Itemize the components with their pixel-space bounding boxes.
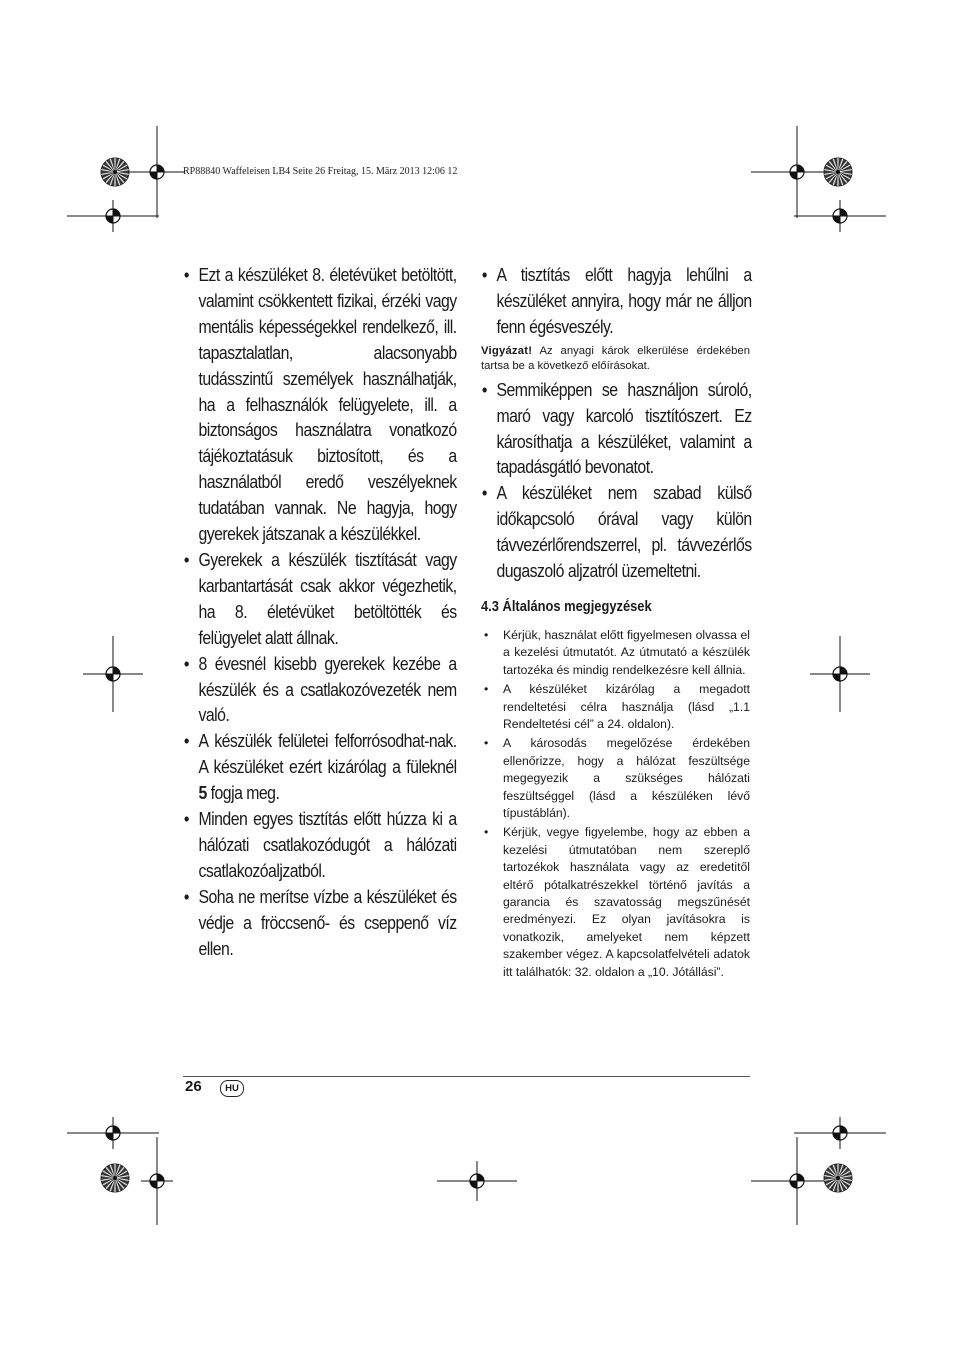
general-notes-list [481,627,750,981]
list-item: • A készüléket nem szabad külső időkapcsoló órával vagy külön távvezérlőrendszerrel, pl. távvezérlős dugaszoló aljzatról üzemeltetni. [481,480,752,584]
list-item [183,728,457,806]
list-item-text: A készülék felületei felforrósodhat-nak. A készüléket ezért kizárólag a füleknél [198,730,457,778]
list-item: • A tisztítás előtt hagyja lehűlni a készüléket annyira, hogy már ne álljon fenn égésveszély. [481,262,752,340]
registration-crosshair-icon [437,1161,517,1201]
registration-crosshair-icon [141,1137,173,1225]
handle-reference-number: 5 [198,782,207,804]
list-item: • Minden egyes tisztítás előtt húzza ki a hálózati csatlakozódugót a hálózati csatlakozóaljzatból. [183,806,457,884]
list-item: • Kérjük, vegye figyelembe, hogy az ebben a kezelési útmutatóban nem szereplő tartozékok használata vagy az eredetitől eltérő pótalkatrészekkel történő javítás a garancia és szavatosság megszűnését eredményezi. Ez olyan javításokra is vonatkozik, amelyeket nem képzett szakember végez. A kapcsolatfelvételi adatok itt találhatók: 32. oldalon a „10. Jótállási”. [481,824,750,981]
list-item: • Ezt a készüléket 8. életévüket betöltött, valamint csökkentett fizikai, érzéki vagy mentális képességekkel rendelkező, ill. tapasztalatlan, alacsonyabb tudásszintű személyek használhatják, ha a felhasználók felügyelete, ill. a biztonságos használatra vonatkozó tájékoztatásuk biztosított, és a használatból eredő veszélyeknek tudatában vannak. Ne hagyja, hogy gyerekek játszanak a készülékkel. [183,262,457,547]
footer-rule [183,1076,750,1077]
registration-starburst-icon [823,157,853,187]
right-column [481,262,750,983]
registration-starburst-icon [100,1163,130,1193]
list-item: • Kérjük, használat előtt figyelmesen olvassa el a kezelési útmutatót. Az útmutató a készülék tartozéka és mindig rendelkezésre kell állnia. [481,627,750,679]
registration-crosshair-icon [810,636,870,712]
registration-starburst-icon [823,1163,853,1193]
list-item: • Gyerekek a készülék tisztítását vagy karbantartását csak akkor végezhetik, ha 8. életévüket betöltötték és felügyelet alatt állnak. [183,547,457,651]
safety-list-left [183,262,457,961]
safety-list-right-bottom [481,377,752,584]
safety-list-right-top [481,262,752,340]
warning-label: Vigyázat! [481,344,533,357]
list-item: • 8 évesnél kisebb gyerekek kezébe a készülék és a csatlakozóvezeték nem való. [183,651,457,729]
print-header: RP88840 Waffeleisen LB4 Seite 26 Freitag, 15. März 2013 12:06 12 [183,166,458,177]
list-item: • A készüléket kizárólag a megadott rendeltetési célra használja (lásd „1.1 Rendeltetési cél” a 24. oldalon). [481,681,750,733]
list-item: • Semmiképpen se használjon súroló, maró vagy karcoló tisztítószert. Ez károsíthatja a készüléket, valamint a tapadásgátló bevonatot. [481,377,752,481]
list-item: • A károsodás megelőzése érdekében ellenőrizze, hogy a hálózat feszültsége megegyezik a szükséges hálózati feszültséggel (lásd a készüléken lévő típustáblán). [481,735,750,822]
registration-crosshair-icon [794,200,886,232]
page-number: 26 [185,1078,202,1095]
list-item-text: fogja meg. [206,782,280,804]
language-badge: HU [220,1080,244,1097]
warning-text: Az anyagi károk elkerülése érdekében tartsa be a következő előírásokat. [481,344,750,373]
section-heading: 4.3 Általános megjegyzések [481,597,652,615]
warning-note [481,344,750,375]
registration-crosshair-icon [67,200,159,232]
registration-starburst-icon [100,157,130,187]
left-column [183,262,455,961]
registration-crosshair-icon [83,636,143,712]
list-item: • Soha ne merítse vízbe a készüléket és védje a fröccsenő- és cseppenő víz ellen. [183,884,457,962]
